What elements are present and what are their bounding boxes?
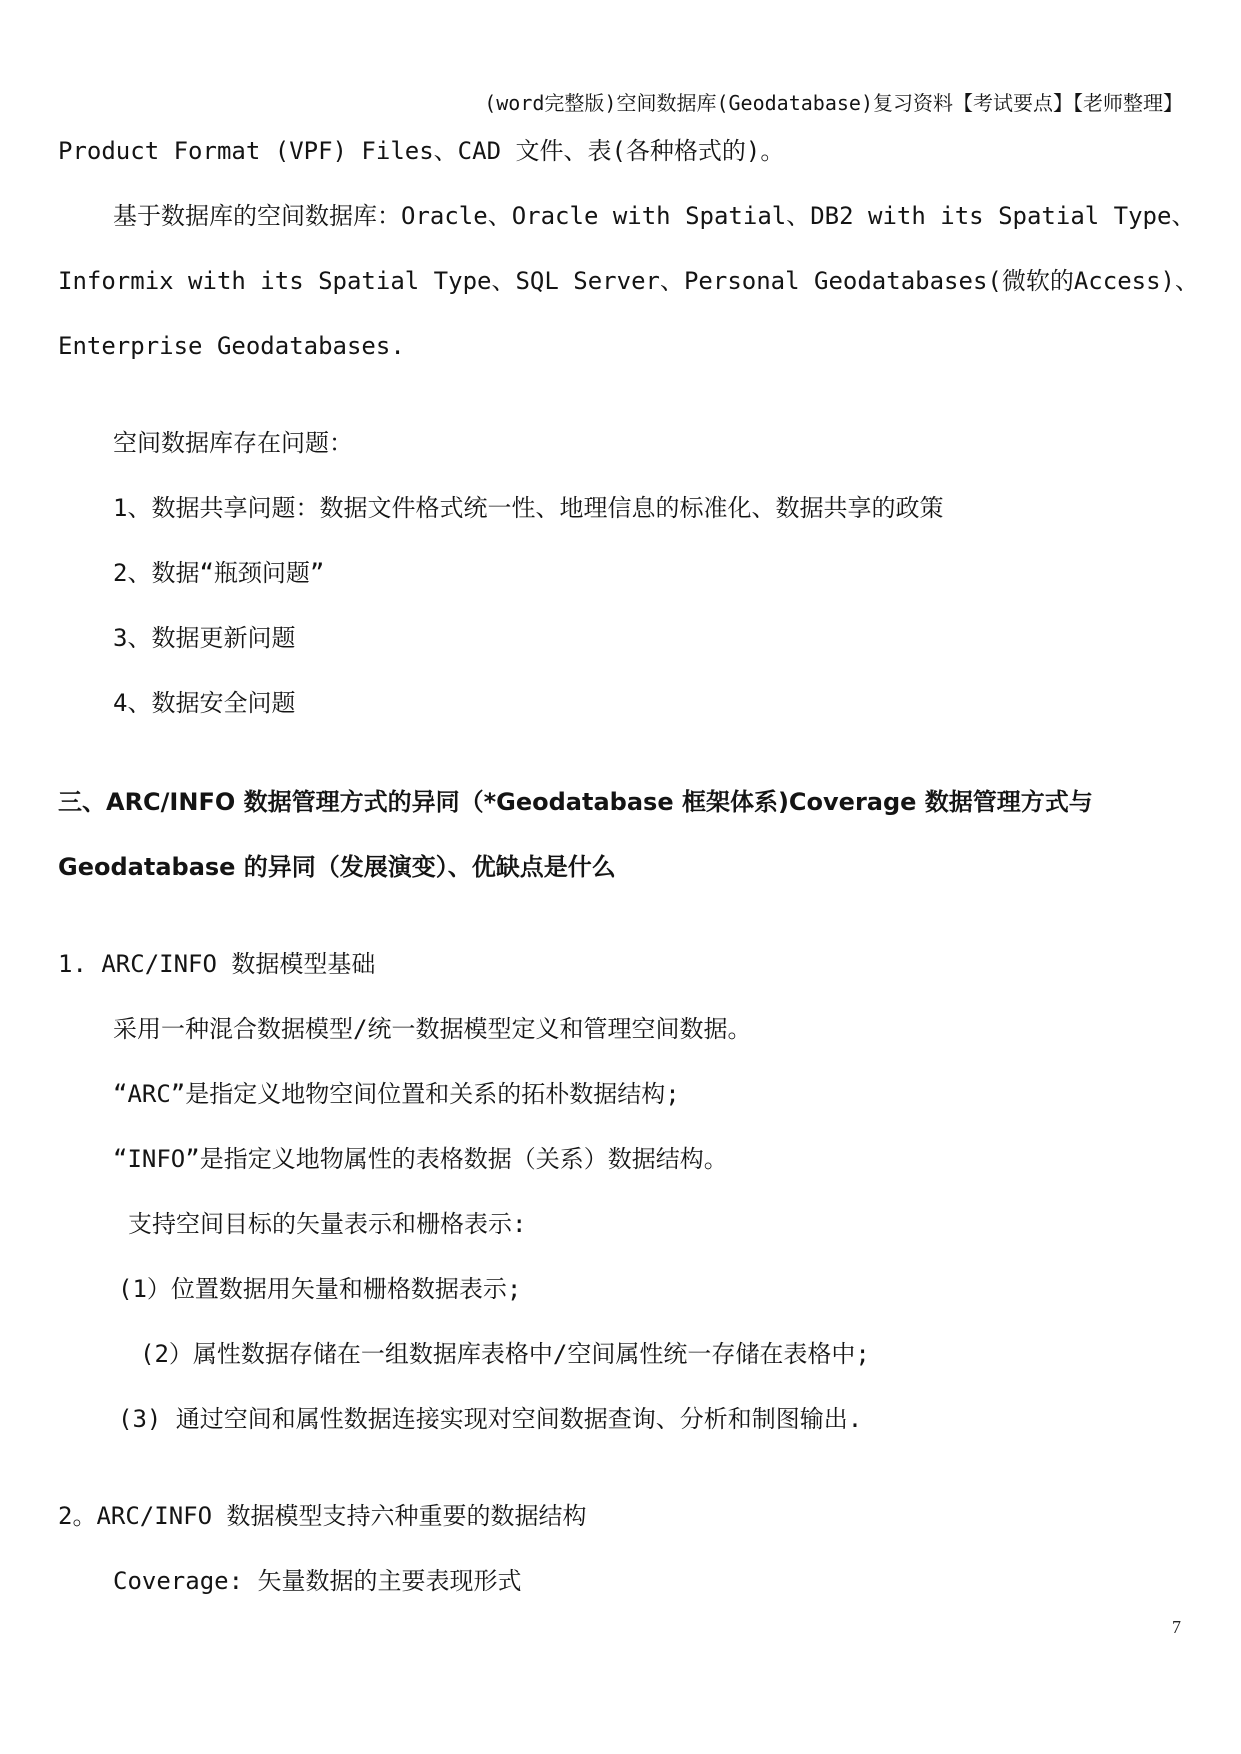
section-label: 空间数据库存在问题：: [113, 429, 353, 457]
section-heading-continued: Geodatabase 的异同（发展演变）、优缺点是什么: [58, 853, 616, 881]
list-item: 3、数据更新问题: [113, 624, 296, 652]
list-item: 2、数据“瓶颈问题”: [113, 559, 325, 587]
page-number: 7: [1172, 1617, 1181, 1637]
subsection-title: 2。ARC/INFO 数据模型支持六种重要的数据结构: [58, 1502, 587, 1530]
page-header: (word完整版)空间数据库(Geodatabase)复习资料【考试要点】【老师整理】: [484, 91, 1183, 115]
list-item: 1、数据共享问题：数据文件格式统一性、地理信息的标准化、数据共享的政策: [113, 494, 944, 522]
subsection-title: 1. ARC/INFO 数据模型基础: [58, 950, 376, 978]
text-line: Enterprise Geodatabases.: [58, 332, 405, 360]
text-line: Coverage: 矢量数据的主要表现形式: [113, 1567, 522, 1595]
list-item: 4、数据安全问题: [113, 689, 296, 717]
text-line: 基于数据库的空间数据库：Oracle、Oracle with Spatial、DB2 with its Spatial Type、: [113, 202, 1196, 230]
text-line: Product Format (VPF) Files、CAD 文件、表(各种格式的)。: [58, 137, 785, 165]
list-item: (2）属性数据存储在一组数据库表格中/空间属性统一存储在表格中;: [140, 1340, 870, 1368]
text-line: 支持空间目标的矢量表示和栅格表示:: [128, 1210, 527, 1238]
text-line: “INFO”是指定义地物属性的表格数据（关系）数据结构。: [113, 1145, 728, 1173]
text-line: 采用一种混合数据模型/统一数据模型定义和管理空间数据。: [113, 1015, 752, 1043]
text-line: Informix with its Spatial Type、SQL Server、Personal Geodatabases(微软的Access)、: [58, 267, 1199, 295]
list-item: (1）位置数据用矢量和栅格数据表示;: [118, 1275, 522, 1303]
list-item: (3) 通过空间和属性数据连接实现对空间数据查询、分析和制图输出.: [118, 1405, 863, 1433]
text-line: “ARC”是指定义地物空间位置和关系的拓朴数据结构;: [113, 1080, 680, 1108]
section-heading: 三、ARC/INFO 数据管理方式的异同（*Geodatabase 框架体系)Coverage 数据管理方式与: [58, 788, 1093, 816]
